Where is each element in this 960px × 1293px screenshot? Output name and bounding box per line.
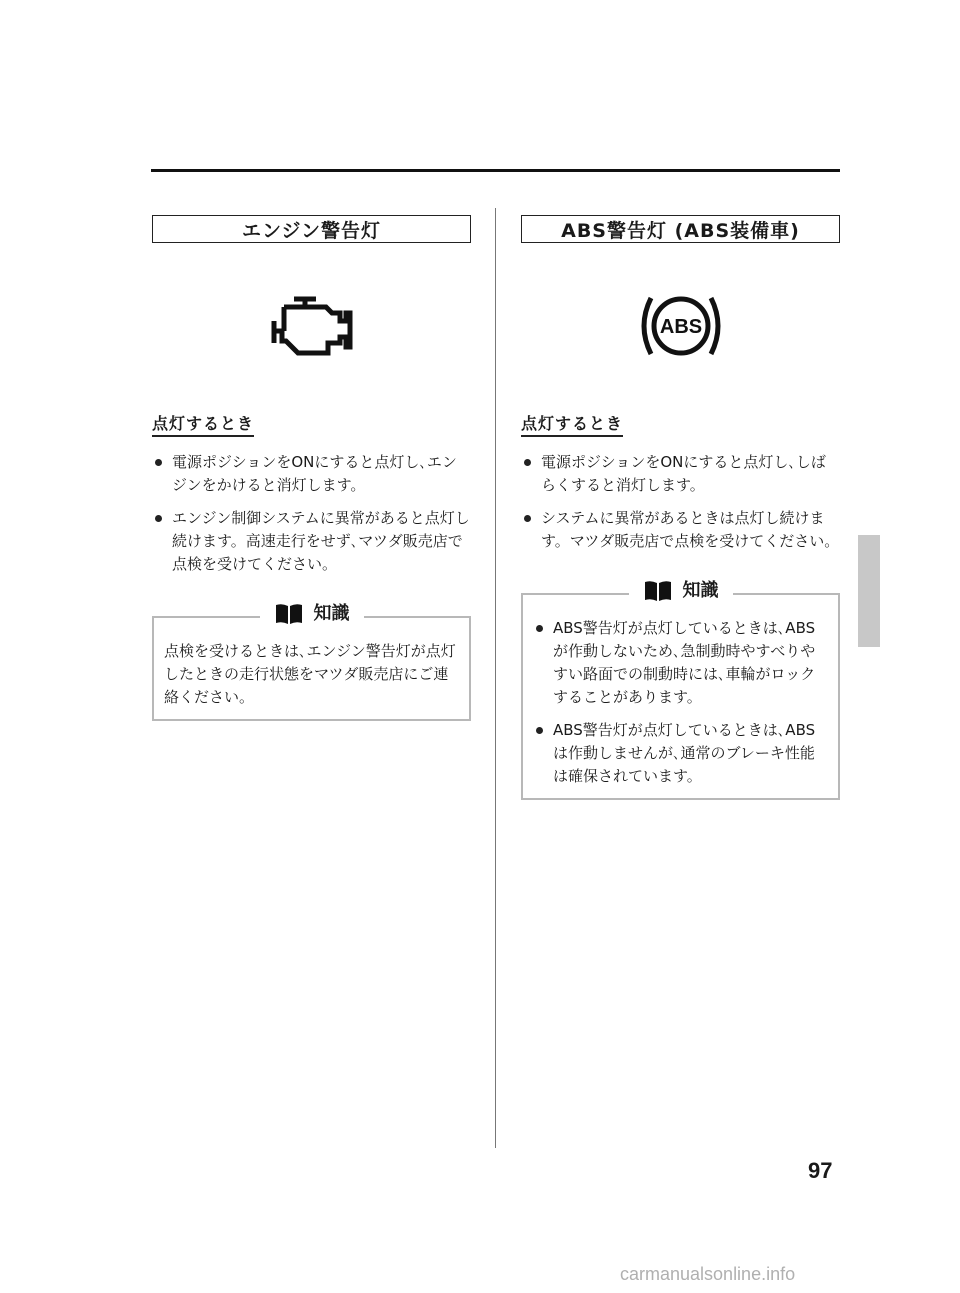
subheading: 点灯するとき [521, 411, 623, 437]
column-divider [495, 208, 496, 1148]
info-label [260, 602, 364, 625]
info-box [152, 603, 471, 721]
bullet-list [152, 451, 471, 576]
book-icon [274, 603, 304, 625]
abs-warning-icon-wrap [521, 251, 840, 401]
section-title: ABS警告灯 (ABS装備車) [521, 215, 840, 243]
abs-warning-icon [631, 286, 731, 366]
info-box [521, 580, 840, 800]
watermark: carmanualsonline.info [620, 1264, 796, 1284]
page-number: 97 [808, 1158, 833, 1183]
engine-warning-section [152, 215, 471, 721]
chapter-tab [858, 535, 880, 647]
list-item: 電源ポジションをONにすると点灯し､しばらくすると消灯します。 [521, 451, 840, 497]
engine-warning-icon [262, 291, 362, 361]
info-bullet-list [533, 617, 828, 788]
top-rule [151, 169, 840, 172]
info-label-text: 知識 [682, 580, 719, 601]
book-icon [643, 580, 673, 602]
list-item: システムに異常があるときは点灯し続けます。マツダ販売店で点検を受けてください。 [521, 507, 840, 553]
section-title: エンジン警告灯 [152, 215, 471, 243]
bullet-list [521, 451, 840, 553]
abs-warning-section [521, 215, 840, 800]
list-item: エンジン制御システムに異常があると点灯し続けます。高速走行をせず､マツダ販売店で点検を受けてください。 [152, 507, 471, 576]
abs-icon-text: ABS [659, 316, 702, 338]
subheading: 点灯するとき [152, 411, 254, 437]
list-item: ABS警告灯が点灯しているときは､ABSが作動しないため､急制動時やすべりやすい路面での制動時には､車輪がロックすることがあります。 [533, 617, 828, 709]
engine-warning-icon-wrap [152, 251, 471, 401]
list-item: ABS警告灯が点灯しているときは､ABSは作動しませんが､通常のブレーキ性能は確保されています。 [533, 719, 828, 788]
info-label [629, 579, 733, 602]
info-text: 点検を受けるときは､エンジン警告灯が点灯したときの走行状態をマツダ販売店にご連絡ください。 [164, 642, 456, 706]
info-label-text: 知識 [313, 603, 350, 624]
list-item: 電源ポジションをONにすると点灯し､エンジンをかけると消灯します。 [152, 451, 471, 497]
